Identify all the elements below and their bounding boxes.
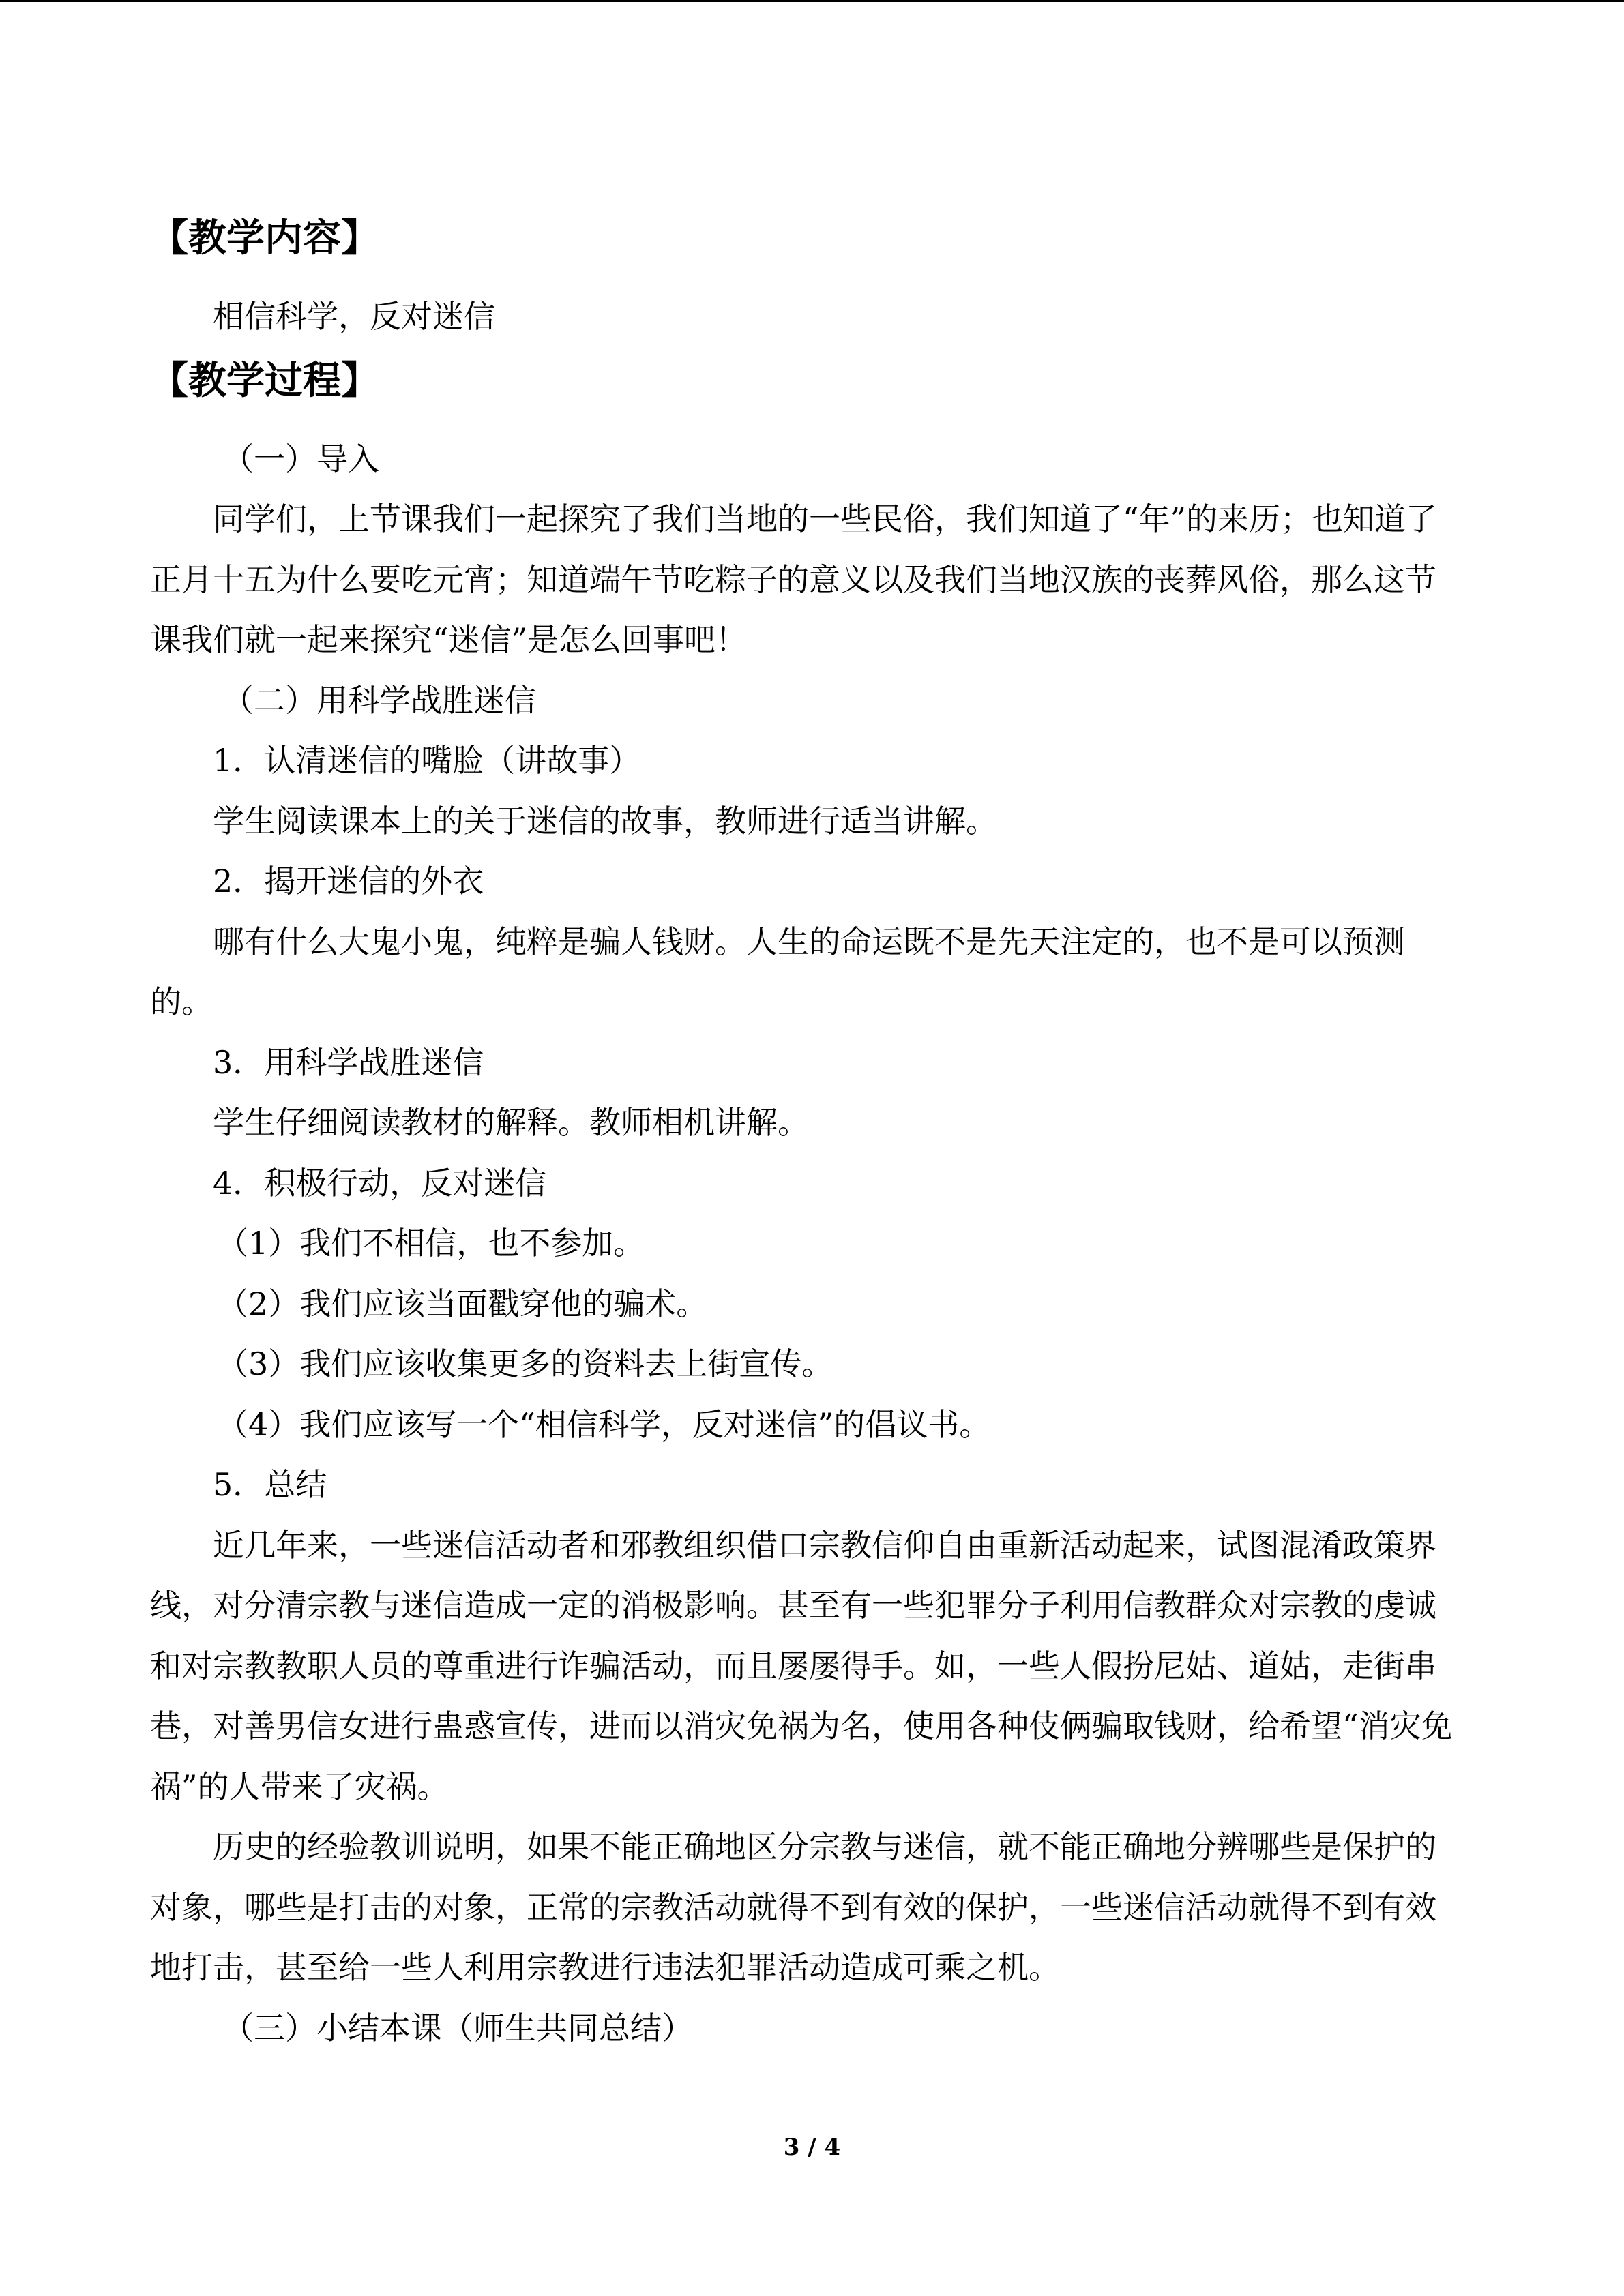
document-page (150, 205, 1460, 2058)
section-intro-title: （一）导入 (222, 440, 379, 477)
item-4-title: 4．积极行动，反对迷信 (213, 1164, 547, 1202)
intro-paragraph: 同学们，上节课我们一起探究了我们当地的一些民俗，我们知道了“年”的来历；也知道了正月十五为什么要吃元宵；知道端午节吃粽子的意义以及我们当地汉族的丧葬风俗，那么这节课我们就一起来探究“迷信”是怎么回事吧！ (150, 501, 1438, 658)
item-3-text: 学生仔细阅读教材的解释。教师相机讲解。 (213, 1104, 809, 1141)
heading-teaching-content: 【教学内容】 (150, 216, 379, 260)
item-2-title: 2．揭开迷信的外衣 (213, 863, 484, 899)
action-item-4: （4）我们应该写一个“相信科学，反对迷信”的倡议书。 (217, 1405, 991, 1443)
page-number: 3 / 4 (783, 2134, 841, 2161)
teaching-content-text: 相信科学，反对迷信 (213, 298, 495, 335)
action-item-3: （3）我们应该收集更多的资料去上街宣传。 (217, 1345, 833, 1382)
action-item-2: （2）我们应该当面戳穿他的骗术。 (217, 1285, 708, 1322)
action-item-1: （1）我们不相信，也不参加。 (217, 1225, 645, 1262)
item-1-text: 学生阅读课本上的关于迷信的故事，教师进行适当讲解。 (213, 802, 997, 839)
item-3-title: 3．用科学战胜迷信 (213, 1043, 484, 1081)
summary-paragraph-2: 历史的经验教训说明，如果不能正确地区分宗教与迷信，就不能正确地分辨哪些是保护的对象，哪些是打击的对象，正常的宗教活动就得不到有效的保护，一些迷信活动就得不到有效地打击，甚至给一些人利用宗教进行违法犯罪活动造成可乘之机。 (150, 1828, 1436, 1986)
section-science-title: （二）用科学战胜迷信 (222, 681, 536, 719)
item-1-title: 1．认清迷信的嘴脸（讲故事） (213, 742, 641, 779)
heading-teaching-process: 【教学过程】 (150, 358, 379, 403)
item-5-title: 5．总结 (213, 1466, 327, 1503)
item-2-text: 哪有什么大鬼小鬼，纯粹是骗人钱财。人生的命运既不是先天注定的，也不是可以预测的。 (150, 923, 1405, 1020)
section-conclusion-title: （三）小结本课（师生共同总结） (222, 2009, 693, 2046)
top-border-line (0, 0, 1624, 2)
summary-paragraph-1: 近几年来，一些迷信活动者和邪教组织借口宗教信仰自由重新活动起来，试图混淆政策界线，对分清宗教与迷信造成一定的消极影响。甚至有一些犯罪分子利用信教群众对宗教的虔诚和对宗教教职人员的尊重进行诈骗活动，而且屡屡得手。如，一些人假扮尼姑、道姑，走街串巷，对善男信女进行蛊惑宣传，进而以消灾免祸为名，使用各种伎俩骗取钱财，给希望“消灾免祸”的人带来了灾祸。 (150, 1526, 1453, 1805)
